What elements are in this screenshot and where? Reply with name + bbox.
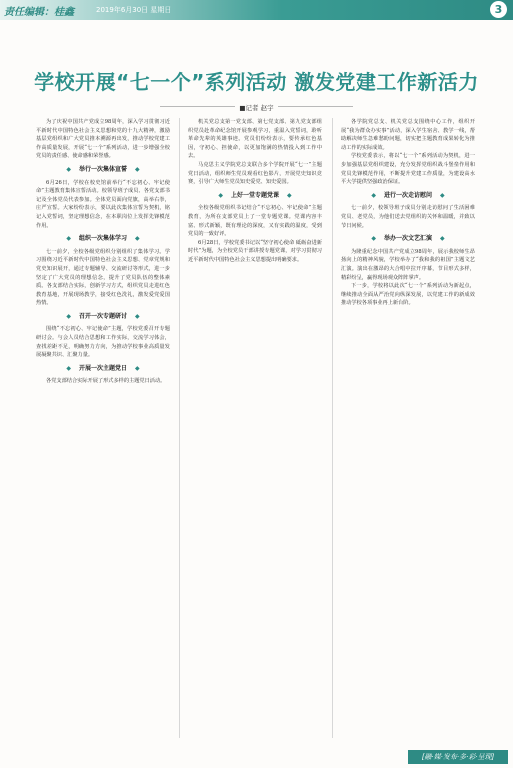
paragraph: 马克思主义学院党总支联合多个学院开展“七一”主题党日活动，组织师生党员观看红色影片，开展党史知识竞赛，引导广大师生党员知史爱党、知史爱国。 xyxy=(188,161,322,186)
paragraph: 围绕“不忘初心、牢记使命”主题，学校党委召开专题研讨会。与会人员结合思想和工作实际，交流学习体会，查找差距不足，明确努力方向，为推动学校事业高质量发展凝聚共识、汇聚力量。 xyxy=(36,326,170,359)
column-divider xyxy=(332,118,333,738)
footer-section-tag: [融·媒·发布·多·彩·呈现] xyxy=(408,750,508,764)
section-heading: ◆ 开展一次主题党日 ◆ xyxy=(66,364,140,372)
section-heading: ◆ 组织一次集体学习 ◆ xyxy=(66,235,140,243)
paragraph: 全校各级党组织书记结合“不忘初心、牢记使命”主题教育，为所在支部党员上了一堂专题党课。党课内容丰富、形式新颖，既有理论的深度，又有实践的温度，受到党员的一致好评。 xyxy=(188,205,322,238)
paragraph: 下一步，学校将以此次“七一个”系列活动为新起点，继续推动全面从严治党向纵深发展，以党建工作的新成效推动学校各项事业再上新台阶。 xyxy=(341,283,475,307)
article-column-2 xyxy=(188,118,322,740)
section-heading: ◆ 进行一次走访慰问 ◆ xyxy=(371,191,445,199)
page-number-badge: 3 xyxy=(490,1,507,18)
paragraph: 6月28日，学校党委书记以“坚守初心使命 砥砺奋进新时代”为题，为全校党员干部讲授专题党课，对学习贯彻习近平新时代中国特色社会主义思想提出明确要求。 xyxy=(188,239,322,263)
header-bar xyxy=(0,0,513,20)
paragraph: 各学院党总支、机关党总支围绕中心工作，组织开展“我为群众办实事”活动，深入学生宿舍、教学一线，帮助解决师生急难愁盼问题，切实把主题教育成果转化为推动工作的实际成效。 xyxy=(341,119,475,151)
section-heading: ◆ 上好一堂专题党课 ◆ xyxy=(218,191,292,199)
paragraph: 各党支部结合实际开展了形式多样的主题党日活动。 xyxy=(46,378,166,385)
article-column-3 xyxy=(341,118,475,740)
paragraph: 学校党委表示，将以“七一个”系列活动为契机，进一步加强基层党组织建设，充分发挥党组织战斗堡垒作用和党员先锋模范作用，不断提升党建工作质量，为建设高水平大学提供坚强政治保证。 xyxy=(341,153,475,186)
issue-date: 2019年6月30日 星期日 xyxy=(96,6,172,14)
paragraph: 为隆重纪念中国共产党成立98周年，展示我校师生昂扬向上的精神风貌，学校举办了“我和我的祖国”主题文艺汇演。演出在激昂的大合唱中拉开序幕，节目形式多样，精彩纷呈，赢得现场观众阵阵掌声。 xyxy=(341,248,475,281)
paragraph: 机关党总支第一党支部、第七党支部、第九党支部组织党员赴革命纪念馆开展参观学习，重温入党誓词，聆听革命先辈的英雄事迹。党员们纷纷表示，要传承红色基因，守初心、担使命，以更加饱满的热情投入到工作中去。 xyxy=(188,119,322,160)
column-divider xyxy=(179,118,180,738)
article-column-1 xyxy=(36,118,170,740)
section-heading: ◆ 举行一次集体宣誓 ◆ xyxy=(66,165,140,173)
article-byline: ■记者 赵宇 xyxy=(239,104,274,112)
paragraph: 七一前夕，全校各级党组织分别组织了集体学习。学习围绕习近平新时代中国特色社会主义思想、党章党规和党史知识展开，通过专题辅导、交流研讨等形式，进一步坚定了广大党员的理想信念，提升了党员队伍的整体素质。各支部结合实际，创新学习方式，组织党员走进红色教育基地，开展现场教学，接受红色洗礼，激发爱党爱国热情。 xyxy=(36,248,170,307)
section-heading: ◆ 召开一次专题研讨 ◆ xyxy=(66,312,140,320)
byline-rule-right xyxy=(278,106,353,107)
paragraph: 七一前夕，校领导班子成员分别走访慰问了生活困难党员、老党员，为他们送去党组织的关怀和温暖，并致以节日问候。 xyxy=(341,205,475,229)
section-editor-label: 责任编辑：桂鑫 xyxy=(4,7,74,18)
section-heading: ◆ 举办一次文艺汇演 ◆ xyxy=(371,235,445,243)
paragraph: 为了庆祝中国共产党成立98周年，深入学习贯彻习近平新时代中国特色社会主义思想和党的十九大精神，激励基层党组织和广大党员推本溯源再出发，推动学校党建工作高质量发展，开展“七一个”系列活动，进一步增强全校党员的责任感、使命感和荣誉感。 xyxy=(36,119,170,160)
article-title: 学校开展“七一个”系列活动 激发党建工作新活力 xyxy=(34,70,479,94)
paragraph: 6月26日，学校在校史馆前举行“不忘初心、牢记使命”主题教育集体宣誓活动。校领导班子成员、各党支部书记及全体党员代表参加。全体党员面向党旗，高举右拳，庄严宣誓。大家纷纷表示，要以此次集体宣誓为契机，铭记入党誓词，坚定理想信念，在本职岗位上发挥先锋模范作用。 xyxy=(36,179,170,229)
